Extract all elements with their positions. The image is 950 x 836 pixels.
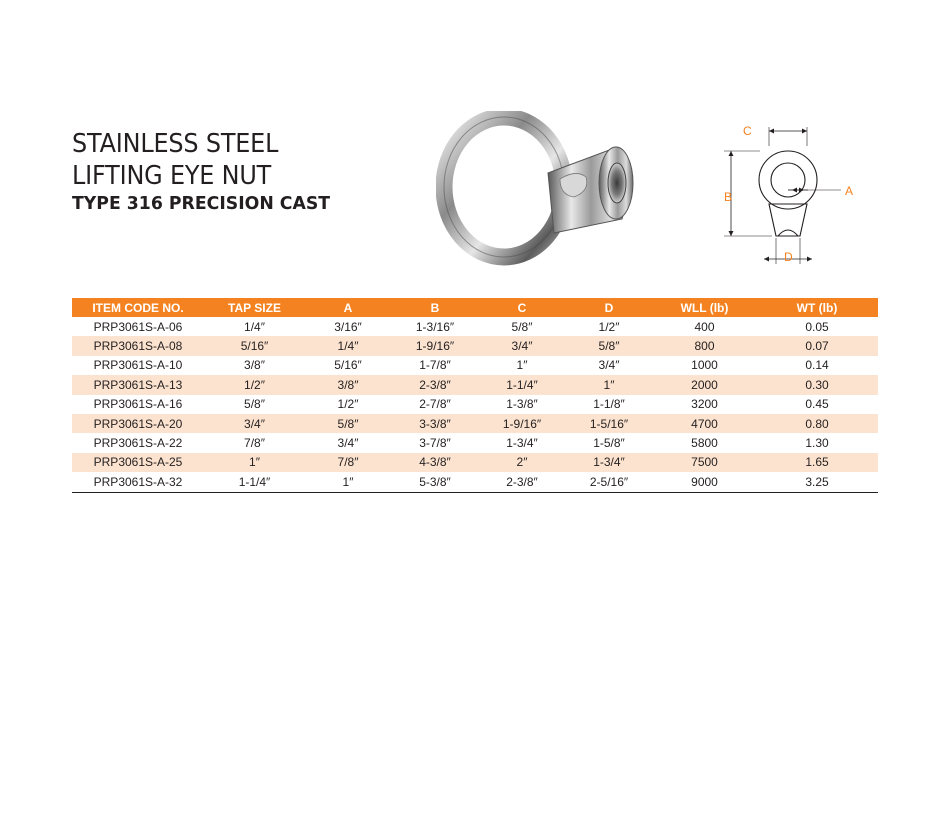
table-cell: 3200	[691, 397, 718, 412]
table-cell: 0.30	[756, 375, 878, 394]
column-header: ITEM CODE NO.	[72, 298, 204, 317]
column-header: B	[391, 298, 479, 317]
product-title-line1: STAINLESS STEEL	[72, 129, 279, 159]
table-cell: PRP3061S-A-16	[93, 397, 183, 412]
table-cell: 0.45	[805, 397, 829, 412]
table-cell: 1/2″	[337, 397, 359, 412]
table-cell: 5/8″	[565, 336, 653, 355]
table-cell: 1/2″	[204, 375, 305, 394]
column-header: TAP SIZE	[204, 298, 305, 317]
table-cell: 2″	[479, 453, 565, 472]
table-cell: 5/8″	[305, 414, 391, 433]
table-cell: 1-1/4″	[479, 375, 565, 394]
table-row	[72, 336, 878, 355]
table-cell: 2-7/8″	[419, 397, 451, 412]
table-cell: 1-1/4″	[204, 472, 305, 492]
table-cell: 1-3/4″	[565, 453, 653, 472]
table-cell: 7/8″	[244, 436, 265, 451]
product-subtitle: TYPE 316 PRECISION CAST	[72, 193, 331, 214]
dimension-label-d: D	[784, 250, 793, 264]
column-header: WT (lb)	[756, 298, 878, 317]
table-cell: 1-3/4″	[506, 436, 538, 451]
table-cell: 3/8″	[244, 358, 265, 373]
table-cell: 1-1/8″	[593, 397, 625, 412]
table-row	[72, 472, 878, 492]
column-header: A	[305, 298, 391, 317]
table-cell: PRP3061S-A-06	[93, 319, 183, 334]
table-cell: PRP3061S-A-13	[72, 375, 204, 394]
table-cell: 3/4″	[479, 336, 565, 355]
table-cell: 400	[694, 319, 715, 334]
table-cell: 1″	[204, 453, 305, 472]
table-cell: 3/4″	[204, 414, 305, 433]
dimension-label-a: A	[845, 184, 854, 198]
table-row	[72, 317, 878, 336]
table-cell: 3/4″	[598, 358, 620, 373]
column-header: D	[565, 298, 653, 317]
table-cell: 1-5/16″	[565, 414, 653, 433]
table-cell: 3.25	[756, 472, 878, 492]
table-cell: 3-7/8″	[419, 436, 451, 451]
table-cell: 3/4″	[337, 436, 359, 451]
table-cell: 1000	[691, 358, 718, 373]
table-cell: 2-3/8″	[479, 472, 565, 492]
table-cell: 7500	[653, 453, 756, 472]
product-title-line2: LIFTING EYE NUT	[72, 161, 272, 191]
table-cell: 0.80	[756, 414, 878, 433]
table-cell: 5-3/8″	[391, 472, 479, 492]
table-row	[72, 433, 878, 452]
table-cell: 3-3/8″	[391, 414, 479, 433]
table-header-row	[72, 298, 878, 317]
dimension-label-c: C	[743, 124, 752, 138]
table-row	[72, 453, 878, 472]
table-cell: 1-3/8″	[506, 397, 538, 412]
table-cell: PRP3061S-A-22	[93, 436, 183, 451]
table-cell: 1″	[516, 358, 528, 373]
table-cell: 1.30	[805, 436, 829, 451]
table-cell: 1/2″	[598, 319, 620, 334]
dimension-label-b: B	[724, 190, 733, 204]
table-cell: 800	[653, 336, 756, 355]
table-cell: 4-3/8″	[391, 453, 479, 472]
table-cell: 1-5/8″	[593, 436, 625, 451]
eye-nut-photo	[436, 111, 636, 269]
table-cell: 1.65	[756, 453, 878, 472]
table-cell: 4700	[653, 414, 756, 433]
table-row	[72, 356, 878, 375]
table-cell: 3/16″	[334, 319, 362, 334]
table-cell: 1/4″	[244, 319, 265, 334]
table-cell: 2-5/16″	[565, 472, 653, 492]
table-cell: PRP3061S-A-20	[72, 414, 204, 433]
table-row	[72, 375, 878, 394]
table-row	[72, 414, 878, 433]
table-cell: 1″	[565, 375, 653, 394]
table-cell: 2-3/8″	[391, 375, 479, 394]
table-cell: 1-3/16″	[415, 319, 455, 334]
table-cell: PRP3061S-A-10	[93, 358, 183, 373]
table-cell: 5/8″	[244, 397, 265, 412]
table-cell: 9000	[653, 472, 756, 492]
table-body	[72, 317, 878, 492]
table-cell: 1-9/16″	[479, 414, 565, 433]
spec-table	[72, 298, 878, 493]
table-cell: 5/8″	[511, 319, 533, 334]
table-cell: 1-7/8″	[419, 358, 451, 373]
table-cell: 0.14	[805, 358, 829, 373]
column-header: C	[479, 298, 565, 317]
table-cell: 1/4″	[305, 336, 391, 355]
column-header: WLL (lb)	[653, 298, 756, 317]
table-cell: PRP3061S-A-32	[72, 472, 204, 492]
table-cell: 5800	[691, 436, 718, 451]
product-title-block	[72, 128, 341, 216]
table-cell: 3/8″	[305, 375, 391, 394]
table-cell: 5/16″	[334, 358, 362, 373]
table-cell: 5/16″	[204, 336, 305, 355]
table-cell: 7/8″	[305, 453, 391, 472]
table-cell: PRP3061S-A-08	[72, 336, 204, 355]
dimension-diagram	[712, 120, 862, 268]
table-cell: 2000	[653, 375, 756, 394]
table-cell: 0.07	[756, 336, 878, 355]
table-cell: PRP3061S-A-25	[72, 453, 204, 472]
table-row	[72, 395, 878, 414]
table-cell: 0.05	[805, 319, 829, 334]
table-cell: 1-9/16″	[391, 336, 479, 355]
table-cell: 1″	[305, 472, 391, 492]
